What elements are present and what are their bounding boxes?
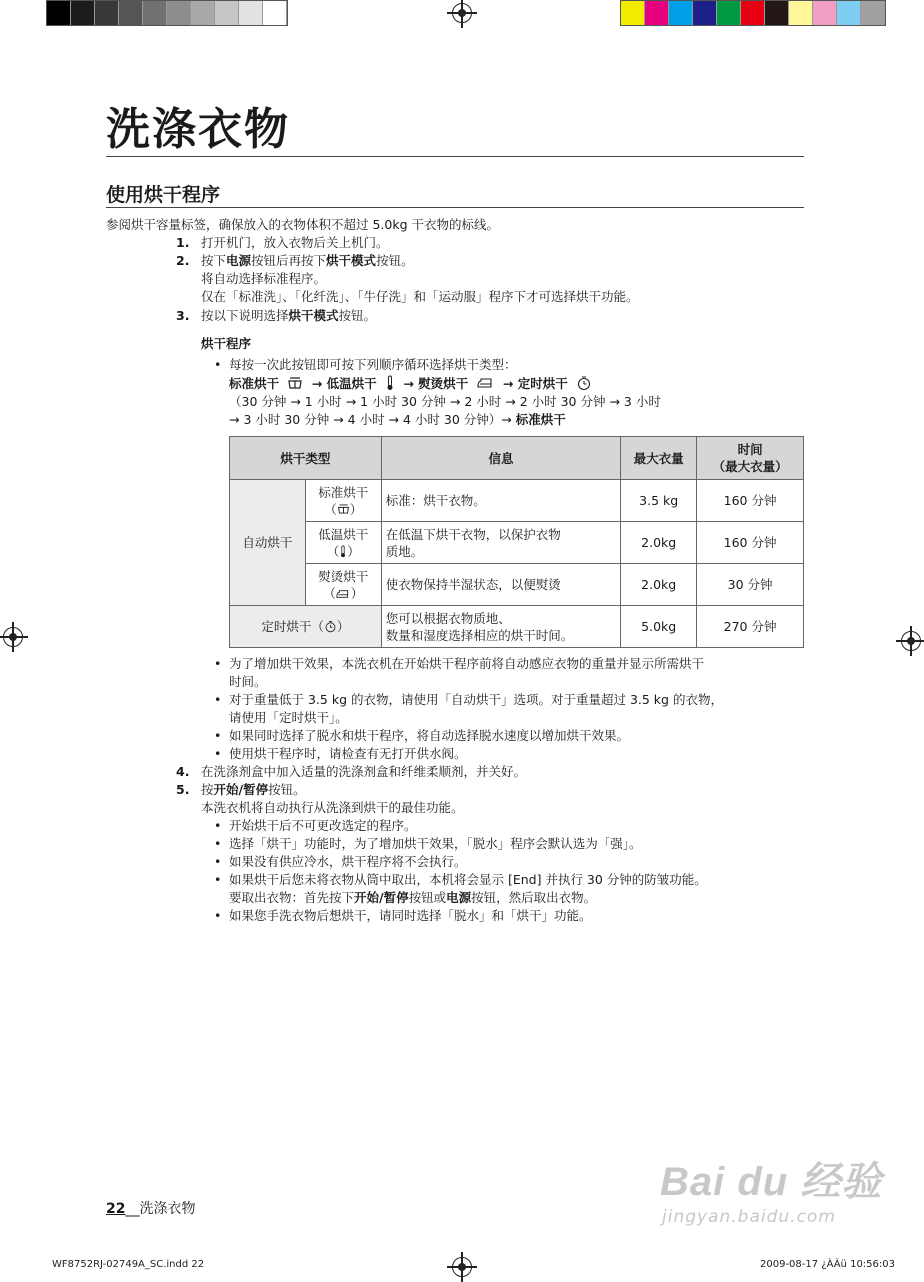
dry-type-cell: 标准烘干 （ ）: [305, 480, 381, 522]
timed-dry-icon: [576, 375, 592, 391]
gray-swatch: [167, 1, 191, 25]
load-cell: 3.5 kg: [621, 480, 697, 522]
time-cell: 160 分钟: [697, 480, 804, 522]
color-swatch: [765, 1, 789, 25]
iron-dry-icon: [477, 377, 495, 389]
header-max-load: 最大衣量: [621, 437, 697, 480]
note-text: 使用烘干程序时，请检查有无打开供水阀。: [229, 746, 467, 761]
table-header-row: [230, 437, 804, 480]
registration-mark-top: [452, 3, 472, 23]
step-text: 在洗涤剂盒中加入适量的洗涤剂盒和纤维柔顺剂，并关好。: [201, 764, 527, 779]
dry-times-line: → 3 小时 30 分钟 → 4 小时 → 4 小时 30 分钟）→ 标准烘干: [229, 412, 566, 427]
header-info: 信息: [381, 437, 620, 480]
file-name: WF8752RJ-02749A_SC.indd 22: [52, 1259, 205, 1270]
iron-dry-icon: [336, 589, 351, 599]
step-text: 打开机门，放入衣物后关上机门。: [201, 235, 389, 250]
table-row: [230, 522, 804, 564]
gray-swatch: [239, 1, 263, 25]
table-row: [230, 480, 804, 522]
note-text: 请使用「定时烘干」。: [229, 710, 348, 725]
info-cell: 标准：烘干衣物。: [381, 480, 620, 522]
section-title: 使用烘干程序: [106, 184, 221, 206]
registration-mark-bottom: [452, 1257, 472, 1277]
dry-type-cell: 定时烘干（ ）: [230, 606, 382, 648]
bullet: •: [214, 728, 222, 743]
note-text: 如果烘干后您未将衣物从筒中取出，本机将会显示 [End] 并执行 30 分钟的防皱功能。: [229, 872, 707, 887]
table-row: [230, 564, 804, 606]
time-cell: 30 分钟: [697, 564, 804, 606]
dry-sequence: 标准烘干 → 低温烘干 → 熨烫烘干 → 定时烘干: [229, 375, 596, 393]
time-cell: 270 分钟: [697, 606, 804, 648]
dry-times-line: （30 分钟 → 1 小时 → 1 小时 30 分钟 → 2 小时 → 2 小时 30 分钟 → 3 小时: [229, 394, 661, 409]
step-text: 按开始/暂停按钮。: [201, 782, 306, 797]
dry-type-cell: 熨烫烘干 （ ）: [305, 564, 381, 606]
step-number: 4.: [176, 764, 190, 779]
bullet: •: [214, 908, 222, 923]
color-swatch: [621, 1, 645, 25]
bullet: •: [214, 872, 222, 887]
registration-mark-left: [3, 627, 23, 647]
step-number: 2.: [176, 253, 190, 268]
dry-program-heading: 烘干程序: [201, 336, 252, 351]
dry-type-cell: 低温烘干 （ ）: [305, 522, 381, 564]
info-cell: 使衣物保持半湿状态，以便熨烫: [381, 564, 620, 606]
color-swatch: [741, 1, 765, 25]
header-time: 时间 （最大衣量）: [697, 437, 804, 480]
color-swatch: [813, 1, 837, 25]
title-divider: [106, 156, 804, 157]
load-cell: 5.0kg: [621, 606, 697, 648]
note-text: 如果同时选择了脱水和烘干程序，将自动选择脱水速度以增加烘干效果。: [229, 728, 630, 743]
step-text: 将自动选择标准程序。: [201, 271, 327, 286]
note-text: 时间。: [229, 674, 267, 689]
gray-swatch: [191, 1, 215, 25]
note-text: 开始烘干后不可更改选定的程序。: [229, 818, 417, 833]
baidu-logo: Bai du 经验: [660, 1160, 883, 1204]
bullet-text: 每按一次此按钮即可按下列顺序循环选择烘干类型：: [229, 357, 517, 372]
step-text: 本洗衣机将自动执行从洗涤到烘干的最佳功能。: [201, 800, 464, 815]
gray-swatch: [215, 1, 239, 25]
bullet: •: [214, 836, 222, 851]
info-cell: 您可以根据衣物质地、 数量和湿度选择相应的烘干时间。: [381, 606, 620, 648]
time-cell: 160 分钟: [697, 522, 804, 564]
color-calibration-bar: [620, 0, 886, 26]
timed-dry-icon: [324, 620, 337, 633]
step-text: 按下电源按钮后再按下烘干模式按钮。: [201, 253, 414, 268]
color-swatch: [837, 1, 861, 25]
watermark-url: jingyan.baidu.com: [662, 1207, 836, 1227]
color-swatch: [861, 1, 885, 25]
auto-dry-group: 自动烘干: [230, 480, 306, 606]
table-row: [230, 606, 804, 648]
baidu-watermark: [660, 1150, 882, 1227]
step-number: 1.: [176, 235, 190, 250]
info-cell: 在低温下烘干衣物，以保护衣物 质地。: [381, 522, 620, 564]
standard-dry-icon: [337, 503, 350, 515]
gray-swatch: [71, 1, 95, 25]
color-swatch: [789, 1, 813, 25]
load-cell: 2.0kg: [621, 564, 697, 606]
page-footer: 22__洗涤衣物: [106, 1201, 196, 1217]
step-number: 5.: [176, 782, 190, 797]
gray-swatch: [119, 1, 143, 25]
gray-swatch: [263, 1, 287, 25]
color-swatch: [669, 1, 693, 25]
gray-swatch: [143, 1, 167, 25]
gray-swatch: [47, 1, 71, 25]
load-cell: 2.0kg: [621, 522, 697, 564]
header-dry-type: 烘干类型: [230, 437, 382, 480]
intro-text: 参阅烘干容量标签，确保放入的衣物体积不超过 5.0kg 干衣物的标线。: [106, 217, 500, 232]
note-text: 要取出衣物：首先按下开始/暂停按钮或电源按钮，然后取出衣物。: [229, 890, 597, 905]
step-number: 3.: [176, 308, 190, 323]
note-text: 为了增加烘干效果，本洗衣机在开始烘干程序前将自动感应衣物的重量并显示所需烘干: [229, 656, 705, 671]
color-swatch: [693, 1, 717, 25]
note-text: 选择「烘干」功能时，为了增加烘干效果，「脱水」程序会默认选为「强」。: [229, 836, 642, 851]
bullet: •: [214, 854, 222, 869]
dry-type-table: [229, 436, 804, 648]
step-text: 按以下说明选择烘干模式按钮。: [201, 308, 377, 323]
page-title: 洗涤衣物: [106, 104, 290, 155]
bullet: •: [214, 746, 222, 761]
color-swatch: [645, 1, 669, 25]
note-text: 对于重量低于 3.5 kg 的衣物，请使用「自动烘干」选项。对于重量超过 3.5 kg 的衣物，: [229, 692, 723, 707]
low-temp-dry-icon: [385, 375, 395, 391]
bullet: •: [214, 656, 222, 671]
print-timestamp: 2009-08-17 ¿ÀÀü 10:56:03: [760, 1259, 895, 1270]
registration-mark-right: [901, 631, 921, 651]
step-text: 仅在「标准洗」、「化纤洗」、「牛仔洗」和「运动服」程序下才可选择烘干功能。: [201, 289, 639, 304]
gray-swatch: [95, 1, 119, 25]
standard-dry-icon: [287, 376, 303, 390]
bullet: •: [214, 357, 222, 372]
section-divider: [106, 207, 804, 208]
color-swatch: [717, 1, 741, 25]
grayscale-calibration-bar: [46, 0, 288, 26]
note-text: 如果您手洗衣物后想烘干，请同时选择「脱水」和「烘干」功能。: [229, 908, 592, 923]
bullet: •: [214, 692, 222, 707]
note-text: 如果没有供应冷水，烘干程序将不会执行。: [229, 854, 467, 869]
bullet: •: [214, 818, 222, 833]
